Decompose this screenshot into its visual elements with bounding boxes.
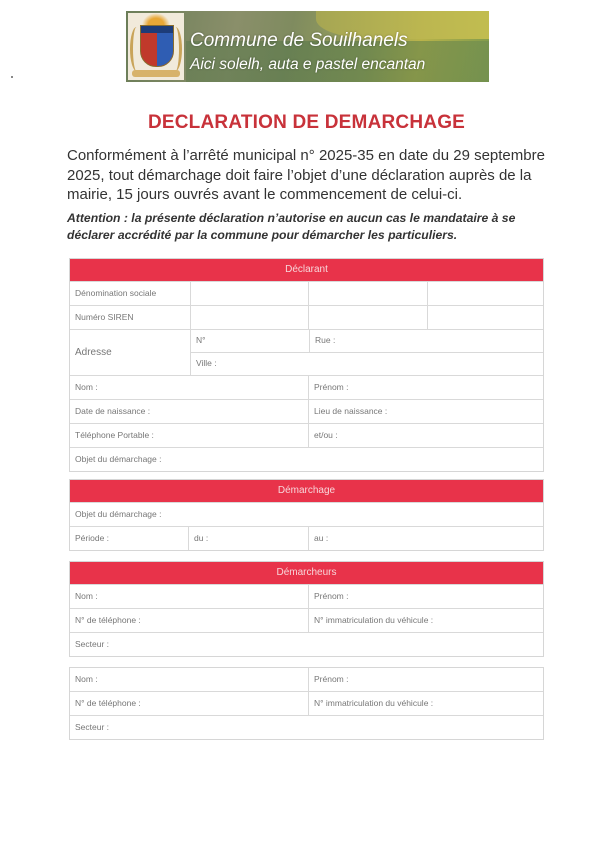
- denomination-label: Dénomination sociale: [75, 288, 157, 298]
- siren-field-2[interactable]: [308, 306, 427, 329]
- demarchage-purpose-row: [70, 502, 543, 526]
- demarchage-header: Démarchage: [70, 480, 543, 502]
- demarcheurs-table: [69, 561, 544, 657]
- period-label: Période :: [75, 533, 110, 543]
- period-from-field[interactable]: du :: [188, 527, 308, 550]
- period-row: [70, 526, 543, 550]
- purpose-row: [70, 447, 543, 471]
- canvasser-1-sector-row: [70, 632, 543, 656]
- canvasser-1-sector-field[interactable]: Secteur :: [75, 639, 110, 649]
- declarant-header: Déclarant: [70, 259, 543, 281]
- scan-artifact: [11, 76, 13, 78]
- canvasser-2-sector-row: [70, 715, 543, 739]
- period-to-field[interactable]: au :: [308, 527, 543, 550]
- first-name-field[interactable]: Prénom :: [308, 376, 543, 399]
- demarchage-table: [69, 479, 544, 551]
- canvasser-2-vehicle-plate-field[interactable]: N° immatriculation du véhicule :: [308, 692, 543, 715]
- birth-date-field[interactable]: Date de naissance :: [75, 406, 151, 416]
- intro-paragraph: Conformément à l’arrêté municipal n° 2025-35 en date du 29 septembre 2025, tout démarchage doit faire l’objet d’une déclaration auprès de la mairie, 15 jours ouvrés avant le commencement de celui-ci.: [67, 147, 545, 203]
- banner-title: Commune de Souilhanels: [190, 30, 408, 51]
- street-number-field[interactable]: N°: [196, 335, 206, 345]
- siren-field-3[interactable]: [427, 306, 543, 329]
- canvasser-1-vehicle-plate-field[interactable]: N° immatriculation du véhicule :: [308, 609, 543, 632]
- banner-motto: Aici solelh, auta e pastel encantan: [190, 56, 426, 73]
- denomination-row: [70, 281, 543, 305]
- denomination-field-1[interactable]: [190, 282, 308, 305]
- commune-banner: [126, 11, 489, 82]
- canvasser-2-name-row: [70, 668, 543, 691]
- canvasser-2-sector-field[interactable]: Secteur :: [75, 722, 110, 732]
- canvasser-2-phone-field[interactable]: N° de téléphone :: [75, 698, 141, 708]
- demarchage-purpose-field[interactable]: Objet du démarchage :: [75, 509, 162, 519]
- warning-paragraph: Attention : la présente déclaration n’autorise en aucun cas le mandataire à se déclarer accrédité par la commune pour démarcher les particuliers.: [67, 211, 516, 242]
- city-field[interactable]: Ville :: [196, 358, 217, 368]
- siren-row: [70, 305, 543, 329]
- street-field[interactable]: Rue :: [309, 330, 543, 352]
- canvasser-1-last-name-field[interactable]: Nom :: [75, 591, 98, 601]
- alternate-phone-field[interactable]: et/ou :: [308, 424, 543, 447]
- canvasser-1-name-row: [70, 584, 543, 608]
- declarant-table: [69, 258, 544, 472]
- siren-label: Numéro SIREN: [75, 312, 134, 322]
- canvasser-1-contact-row: [70, 608, 543, 632]
- denomination-field-3[interactable]: [427, 282, 543, 305]
- last-name-field[interactable]: Nom :: [75, 382, 98, 392]
- mobile-phone-field[interactable]: Téléphone Portable :: [75, 430, 154, 440]
- siren-field-1[interactable]: [190, 306, 308, 329]
- birth-place-field[interactable]: Lieu de naissance :: [308, 400, 543, 423]
- canvasser-1-phone-field[interactable]: N° de téléphone :: [75, 615, 141, 625]
- canvasser-1-first-name-field[interactable]: Prénom :: [308, 585, 543, 608]
- declarant-purpose-field[interactable]: Objet du démarchage :: [75, 454, 162, 464]
- denomination-field-2[interactable]: [308, 282, 427, 305]
- canvasser-2-first-name-field[interactable]: Prénom :: [308, 668, 543, 691]
- canvasser-2-last-name-field[interactable]: Nom :: [75, 674, 98, 684]
- coat-of-arms-icon: [128, 13, 184, 80]
- birth-row: [70, 399, 543, 423]
- name-row: [70, 375, 543, 399]
- document-title: DECLARATION DE DEMARCHAGE: [147, 112, 466, 133]
- demarcheurs-header: Démarcheurs: [70, 562, 543, 584]
- canvasser-2-contact-row: [70, 691, 543, 715]
- phone-row: [70, 423, 543, 447]
- address-row: [70, 329, 543, 375]
- address-label: Adresse: [75, 347, 112, 358]
- demarcheurs-table-2: [69, 667, 544, 740]
